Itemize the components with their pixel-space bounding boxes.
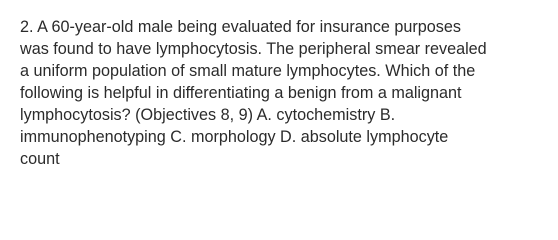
question-line: a uniform population of small mature lymphocytes. Which of the — [20, 62, 476, 80]
question-line: count — [20, 150, 60, 168]
question-text — [20, 16, 550, 170]
question-line: immunophenotyping C. morphology D. absolute lymphocyte — [20, 128, 449, 146]
question-line: following is helpful in differentiating a benign from a malignant — [20, 84, 462, 102]
question-line: 2. A 60-year-old male being evaluated for insurance purposes — [20, 18, 461, 36]
question-line: lymphocytosis? (Objectives 8, 9) A. cytochemistry B. — [20, 106, 396, 124]
question-line: was found to have lymphocytosis. The peripheral smear revealed — [20, 40, 487, 58]
